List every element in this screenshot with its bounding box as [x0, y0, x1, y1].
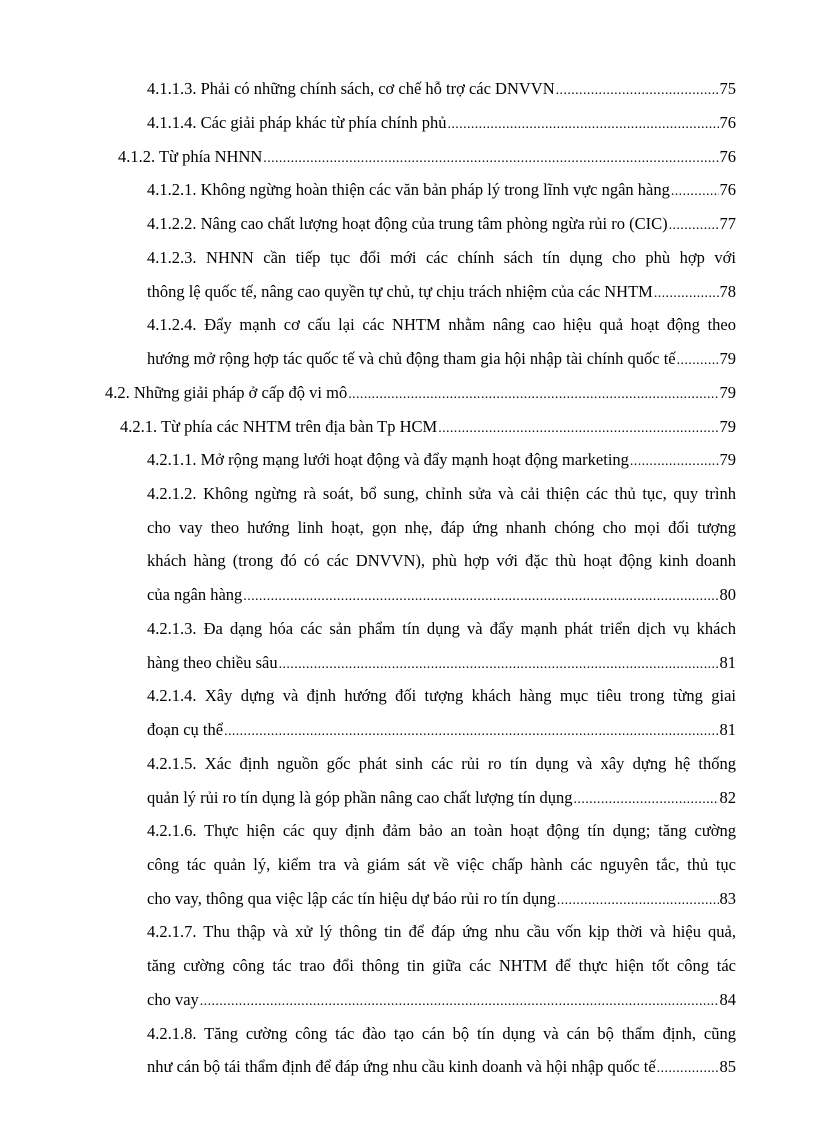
toc-entry-text: 4.1.1.4. Các giải pháp khác từ phía chính phủ [147, 113, 447, 132]
toc-page-number: 79 [719, 417, 736, 436]
toc-entry-text: 4.1.1.3. Phải có những chính sách, cơ chế hỗ trợ các DNVVN [147, 79, 555, 98]
leader-dots [279, 648, 719, 681]
toc-entry-text: 4.2.1. Từ phía các NHTM trên địa bàn Tp HCM [120, 417, 438, 436]
toc-entry-4-1-2-1[interactable] [147, 173, 736, 206]
toc-entry-text: cho vay, thông qua việc lập các tín hiệu dự báo rủi ro tín dụng [147, 889, 556, 908]
toc-page-number: 81 [719, 653, 736, 672]
leader-dots [263, 142, 718, 175]
toc-entry-4-2-1-2-line-1[interactable]: 4.2.1.2. Không ngừng rà soát, bổ sung, chỉnh sửa và cải thiện các thủ tục, quy trình [147, 484, 736, 503]
toc-entry-text: 4.2.1.1. Mở rộng mạng lưới hoạt động và đẩy mạnh hoạt động marketing [147, 450, 629, 469]
toc-entry-4-2-1-3-line-2[interactable] [147, 646, 736, 679]
toc-entry-text: cho vay [147, 990, 199, 1009]
toc-entry-text: 4.1.2. Từ phía NHNN [118, 147, 263, 166]
toc-entry-text: 4.1.2.2. Nâng cao chất lượng hoạt động của trung tâm phòng ngừa rủi ro (CIC) [147, 214, 668, 233]
leader-dots [243, 580, 718, 613]
leader-dots [671, 175, 719, 208]
toc-page-number: 79 [719, 349, 736, 368]
toc-entry-4-2-1-5-line-1[interactable]: 4.2.1.5. Xác định nguồn gốc phát sinh các rủi ro tín dụng và xây dựng hệ thống [147, 754, 736, 773]
toc-entry-4-2-1-8-line-2[interactable] [147, 1050, 736, 1083]
toc-page-number: 80 [719, 585, 736, 604]
toc-page-number: 81 [719, 720, 736, 739]
toc-entry-4-1-2[interactable] [118, 140, 736, 173]
leader-dots [200, 985, 719, 1018]
toc-entry-text: thông lệ quốc tế, nâng cao quyền tự chủ, tự chịu trách nhiệm của các NHTM [147, 282, 653, 301]
toc-entry-4-2-1-4-line-2[interactable] [147, 713, 736, 746]
toc-page-number: 76 [719, 113, 736, 132]
toc-entry-text: như cán bộ tái thẩm định để đáp ứng nhu cầu kinh doanh và hội nhập quốc tế [147, 1057, 656, 1076]
toc-entry-4-2-1-6-line-3[interactable] [147, 882, 736, 915]
toc-entry-text: quản lý rủi ro tín dụng là góp phần nâng cao chất lượng tín dụng [147, 788, 573, 807]
leader-dots [669, 209, 719, 242]
toc-entry-4-1-1-4[interactable] [147, 106, 736, 139]
leader-dots [677, 344, 719, 377]
toc-entry-text: hướng mở rộng hợp tác quốc tế và chủ động tham gia hội nhập tài chính quốc tế [147, 349, 676, 368]
toc-page-number: 79 [719, 383, 736, 402]
toc-entry-4-2[interactable] [105, 376, 736, 409]
toc-entry-4-2-1-4-line-1[interactable]: 4.2.1.4. Xây dựng và định hướng đối tượng khách hàng mục tiêu trong từng giai [147, 686, 736, 705]
toc-entry-text: hàng theo chiều sâu [147, 653, 278, 672]
toc-entry-4-2-1-7-line-2[interactable]: tăng cường công tác trao đổi thông tin giữa các NHTM để thực hiện tốt công tác [147, 956, 736, 975]
toc-entry-4-2-1-3-line-1[interactable]: 4.2.1.3. Đa dạng hóa các sản phẩm tín dụng và đẩy mạnh phát triển dịch vụ khách [147, 619, 736, 638]
toc-entry-4-2-1[interactable] [120, 410, 736, 443]
toc-entry-4-2-1-6-line-1[interactable]: 4.2.1.6. Thực hiện các quy định đảm bảo an toàn hoạt động tín dụng; tăng cường [147, 821, 736, 840]
toc-entry-4-2-1-1[interactable] [147, 443, 736, 476]
toc-entry-4-1-2-2[interactable] [147, 207, 736, 240]
toc-entry-4-2-1-6-line-2[interactable]: công tác quản lý, kiểm tra và giám sát về việc chấp hành các nguyên tắc, thủ tục [147, 855, 736, 874]
toc-entry-4-1-2-3-line-2[interactable] [147, 275, 736, 308]
toc-entry-4-1-2-4-line-2[interactable] [147, 342, 736, 375]
toc-entry-text: của ngân hàng [147, 585, 243, 604]
toc-entry-4-2-1-8-line-1[interactable]: 4.2.1.8. Tăng cường công tác đào tạo cán bộ tín dụng và cán bộ thẩm định, cũng [147, 1024, 736, 1043]
leader-dots [447, 108, 718, 141]
toc-page-number: 83 [719, 889, 736, 908]
leader-dots [438, 412, 718, 445]
toc-page-number: 82 [719, 788, 736, 807]
leader-dots [574, 783, 719, 816]
toc-entry-4-2-1-2-line-2[interactable]: cho vay theo hướng linh hoạt, gọn nhẹ, đáp ứng nhanh chóng cho mọi đối tượng [147, 518, 736, 537]
toc-page-number: 77 [719, 214, 736, 233]
toc-entry-4-2-1-2-line-4[interactable] [147, 578, 736, 611]
toc-entry-4-2-1-7-line-3[interactable] [147, 983, 736, 1016]
toc-entry-4-1-2-3-line-1[interactable]: 4.1.2.3. NHNN cần tiếp tục đổi mới các chính sách tín dụng cho phù hợp với [147, 248, 736, 267]
toc-entry-text: 4.2. Những giải pháp ở cấp độ vi mô [105, 383, 348, 402]
toc-page-number: 85 [719, 1057, 736, 1076]
toc-entry-4-1-2-4-line-1[interactable]: 4.1.2.4. Đẩy mạnh cơ cấu lại các NHTM nhằm nâng cao hiệu quả hoạt động theo [147, 315, 736, 334]
toc-entry-4-2-1-7-line-1[interactable]: 4.2.1.7. Thu thập và xử lý thông tin để đáp ứng nhu cầu vốn kịp thời và hiệu quả, [147, 922, 736, 941]
leader-dots [224, 715, 718, 748]
toc-page-number: 79 [719, 450, 736, 469]
toc-entry-4-2-1-2-line-3[interactable]: khách hàng (trong đó có các DNVVN), phù hợp với đặc thù hoạt động kinh doanh [147, 551, 736, 570]
toc-entry-4-1-1-3[interactable] [147, 72, 736, 105]
toc-page-number: 76 [719, 147, 736, 166]
toc-page-number: 84 [719, 990, 736, 1009]
toc-entry-4-2-1-5-line-2[interactable] [147, 781, 736, 814]
leader-dots [556, 74, 719, 107]
leader-dots [654, 277, 719, 310]
leader-dots [630, 445, 719, 478]
toc-entry-text: đoạn cụ thể [147, 720, 224, 739]
toc-page-number: 76 [719, 180, 736, 199]
leader-dots [348, 378, 718, 411]
leader-dots [657, 1052, 719, 1085]
leader-dots [557, 884, 719, 917]
toc-page-number: 75 [719, 79, 736, 98]
toc-page-number: 78 [719, 282, 736, 301]
toc-entry-text: 4.1.2.1. Không ngừng hoàn thiện các văn bản pháp lý trong lĩnh vực ngân hàng [147, 180, 670, 199]
